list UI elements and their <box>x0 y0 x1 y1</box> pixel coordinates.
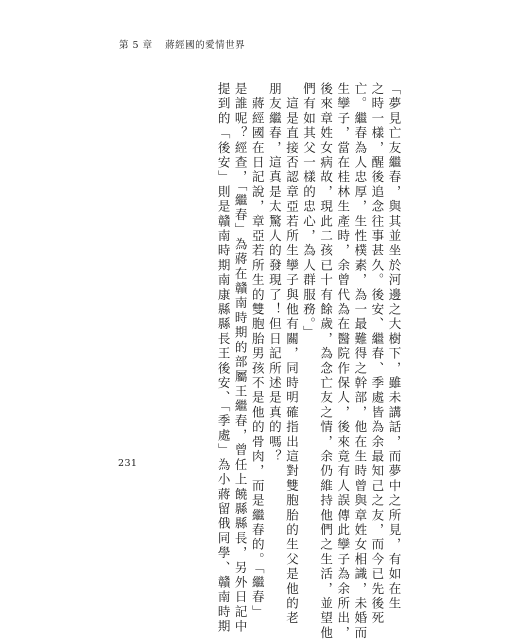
text-column: 這是直接否認章亞若所生孿子與他有關，同時明確指出這對雙胞胎的生父是他的老 <box>284 82 300 626</box>
text-column: 後來章姓女病故，現此二孩已十有餘歲，為念亡友之情，余仍維持他們之生活，並望他 <box>318 82 334 641</box>
page-number: 231 <box>118 458 138 469</box>
text-column: 亡。繼春為人忠厚，生性樸素，為一最難得之幹部，他在生時曾與章姓女相識，未婚而 <box>352 82 368 641</box>
running-header <box>119 37 245 51</box>
text-column: 「夢見亡友繼春，與其並坐於河邊之大樹下，雖未講話，而夢中之所見，有如在生 <box>387 82 402 612</box>
text-column: 生孿子，當在桂林生產時，余曾代為在醫院作保人，後來竟有人誤傳此孿子為余所出， <box>335 82 351 641</box>
text-column: 是誰呢？經查，「繼春」為蔣在贛南時期的部屬王繼春，曾任上饒縣縣長，另外日記中 <box>233 82 249 635</box>
text-column: 們有如其父一樣的忠心，為人群服務。」 <box>301 82 317 341</box>
text-column: 提到的「後安」則是贛南時期南康縣縣長王後安、「季處」為小蔣留俄同學、贛南時期 <box>216 82 232 635</box>
text-column: 之時一樣，醒後追念往事甚久。後安、繼春、季處皆為余最知己之友，而今已先後死 <box>369 82 385 626</box>
text-column: 朋友繼春，這真是太驚人的發現了！但日記所述是真的嗎？ <box>267 82 283 465</box>
body-text <box>215 82 403 641</box>
text-column: 蔣經國在日記說，章亞若所生的雙胞胎男孩不是他的骨肉，而是繼春的。「繼春」 <box>250 82 266 620</box>
chapter-label: 第 5 章 <box>119 40 153 51</box>
chapter-title: 蔣經國的愛情世界 <box>165 40 246 51</box>
